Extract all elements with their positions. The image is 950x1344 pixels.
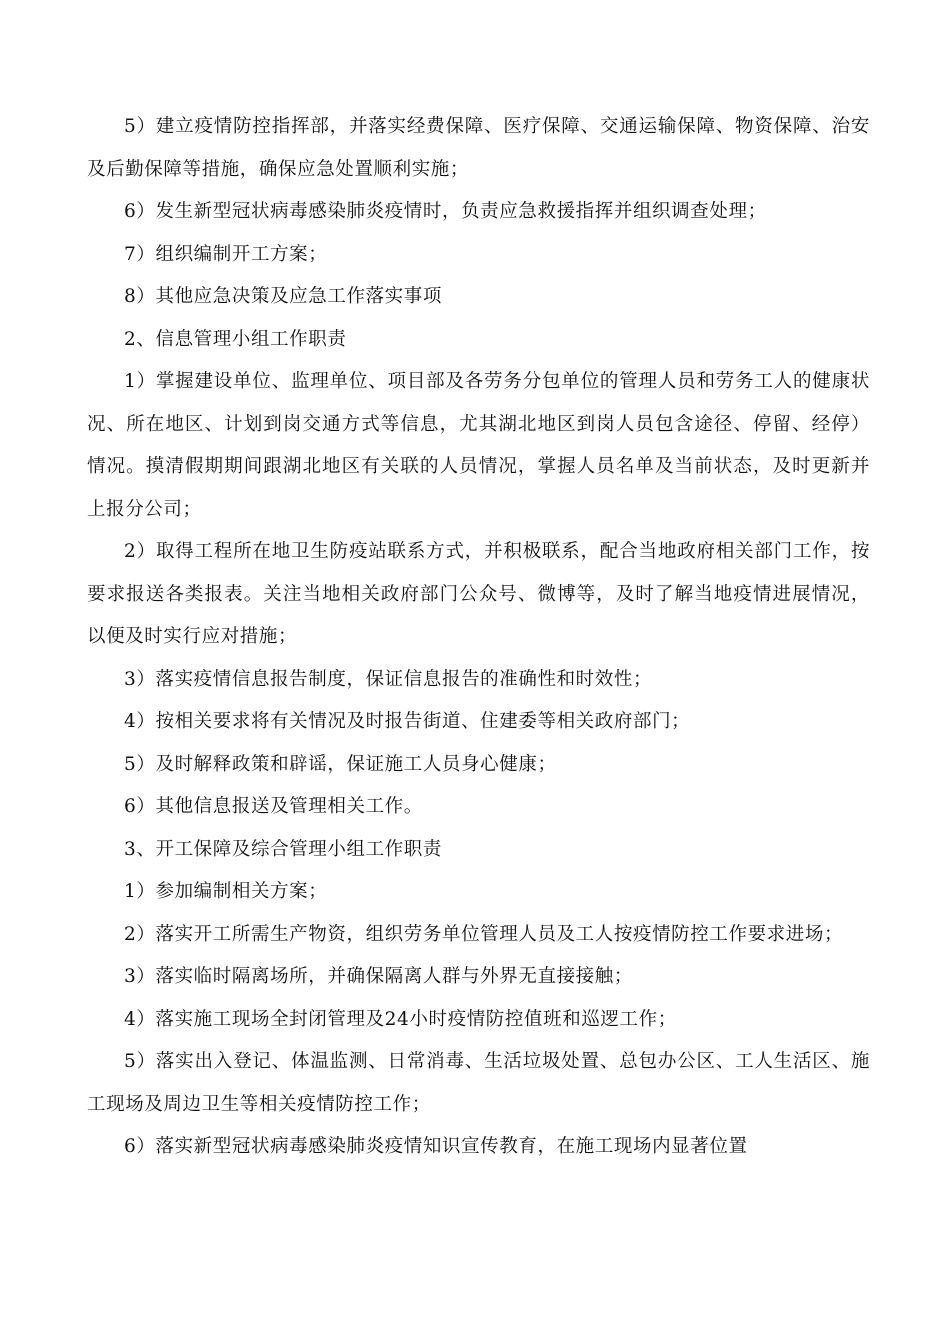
paragraph-info-item-2: 2）取得工程所在地卫生防疫站联系方式，并积极联系，配合当地政府相关部门工作，按要求报送各类报表。关注当地相关政府部门公众号、微博等，及时了解当地疫情进展情况，以便及时实行应对措施； [87, 541, 870, 647]
section-heading-startup-support: 3、开工保障及综合管理小组工作职责 [124, 838, 442, 860]
paragraph-item-8-other-decisions: 8）其他应急决策及应急工作落实事项 [124, 286, 442, 307]
paragraph-startup-item-2: 2）落实开工所需生产物资，组织劳务单位管理人员及工人按疫情防控工作要求进场； [124, 923, 844, 945]
paragraph-info-item-1: 1）掌握建设单位、监理单位、项目部及各劳务分包单位的管理人员和劳务工人的健康状况、所在地区、计划到岗交通方式等信息，尤其湖北地区到岗人员包含途径、停留、经停）情况。摸清假期期间跟湖北地区有关联的人员情况，掌握人员名单及当前状态，及时更新并上报分公司； [87, 371, 870, 520]
paragraph-item-7-startup-plan: 7）组织编制开工方案； [124, 243, 328, 265]
paragraph-startup-item-3: 3）落实临时隔离场所，并确保隔离人群与外界无直接接触； [124, 966, 633, 987]
paragraph-info-item-3: 3）落实疫情信息报告制度，保证信息报告的准确性和时效性； [124, 668, 653, 690]
paragraph-startup-item-6: 6）落实新型冠状病毒感染肺炎疫情知识宣传教育，在施工现场内显著位置 [124, 1136, 748, 1157]
paragraph-info-item-4: 4）按相关要求将有关情况及时报告街道、住建委等相关政府部门； [124, 711, 691, 732]
paragraph-info-item-6: 6）其他信息报送及管理相关工作。 [124, 796, 423, 817]
paragraph-item-6-emergency-response: 6）发生新型冠状病毒感染肺炎疫情时，负责应急救援指挥并组织调查处理； [124, 201, 767, 222]
paragraph-startup-item-4: 4）落实施工现场全封闭管理及24小时疫情防控值班和巡逻工作； [124, 1008, 677, 1030]
paragraph-info-item-5: 5）及时解释政策和辟谣，保证施工人员身心健康； [124, 753, 557, 775]
paragraph-startup-item-5: 5）落实出入登记、体温监测、日常消毒、生活垃圾处置、总包办公区、工人生活区、施工现场及周边卫生等相关疫情防控工作； [87, 1051, 870, 1115]
paragraph-startup-item-1: 1）参加编制相关方案； [124, 881, 328, 902]
document-body [87, 106, 870, 1169]
section-heading-info-management: 2、信息管理小组工作职责 [124, 328, 347, 350]
paragraph-item-5-command-center: 5）建立疫情防控指挥部，并落实经费保障、医疗保障、交通运输保障、物资保障、治安及后勤保障等措施，确保应急处置顺利实施； [87, 116, 870, 180]
